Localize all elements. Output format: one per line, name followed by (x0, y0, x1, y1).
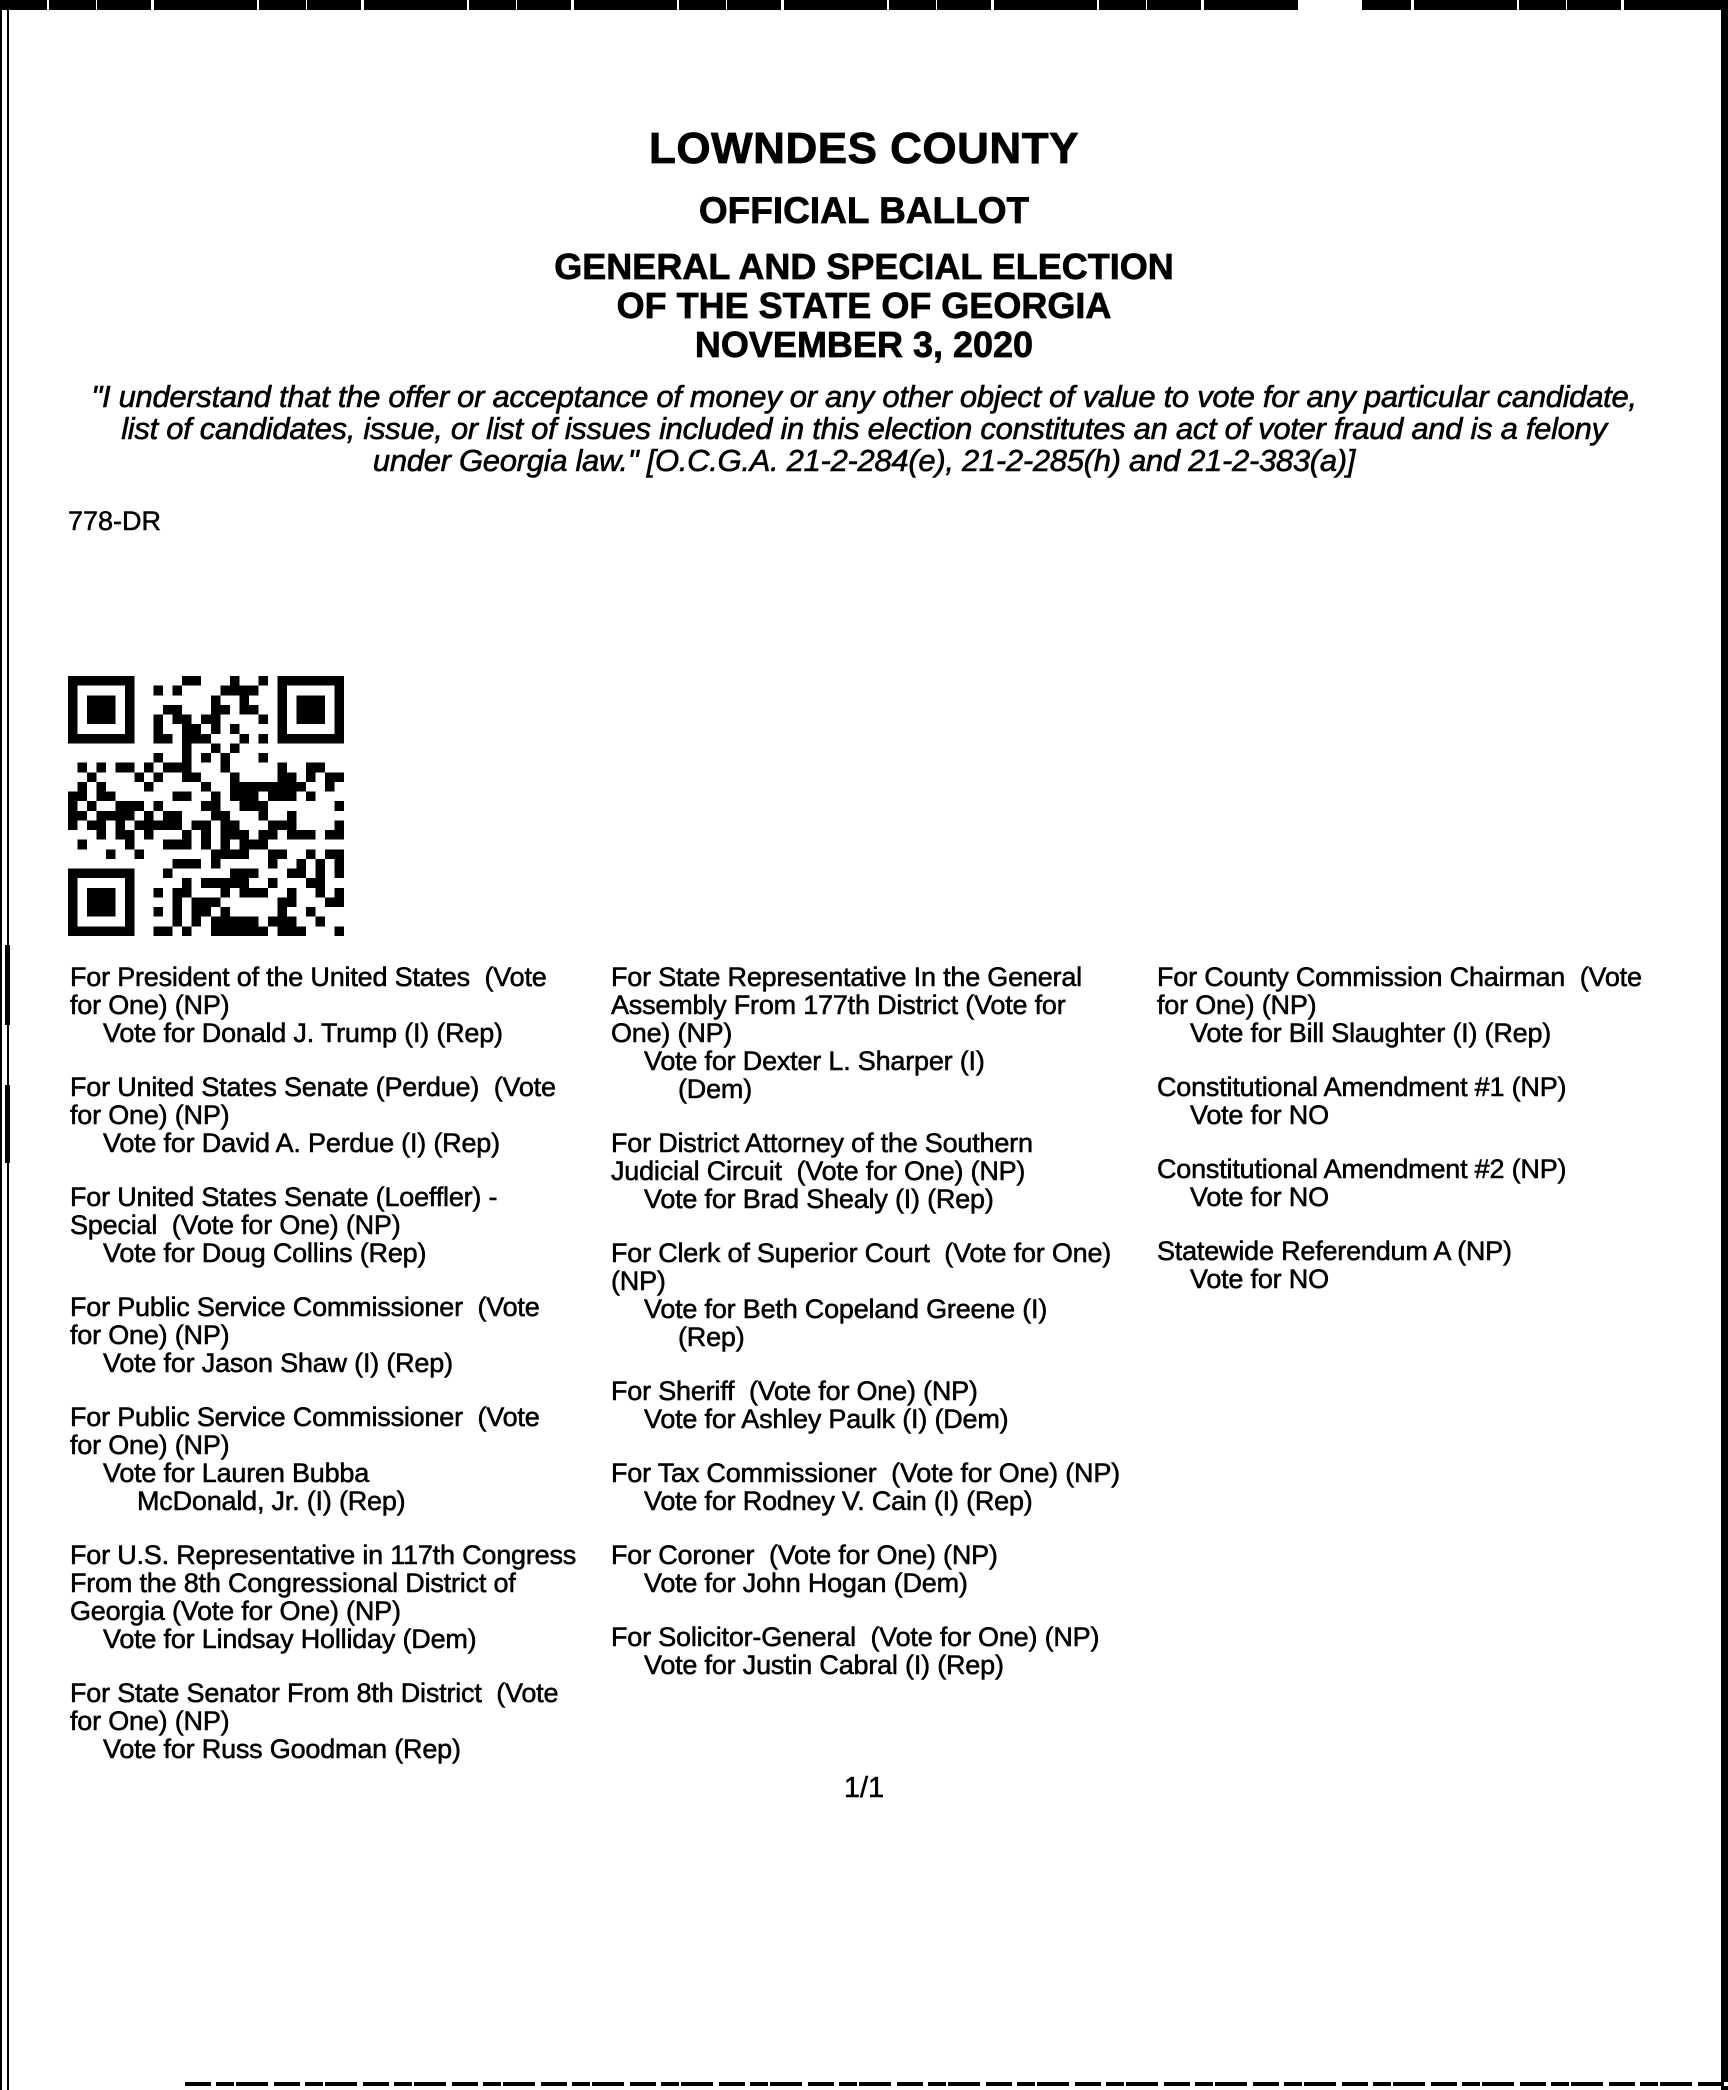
vote-selection-line: Vote for Lindsay Holliday (Dem) (103, 1624, 477, 1654)
scan-artifact-left-patch (5, 1085, 10, 1163)
vote-selection-line: (Dem) (678, 1074, 752, 1104)
vote-selection-line: Vote for Justin Cabral (I) (Rep) (644, 1650, 1004, 1680)
scan-artifact-top-gap (1298, 0, 1362, 10)
office-title-line: for One) (NP) (70, 1100, 230, 1130)
office-title-line: For United States Senate (Perdue) (Vote (70, 1072, 556, 1102)
county-title: LOWNDES COUNTY (649, 124, 1079, 173)
scan-artifact-top-band (0, 0, 1728, 10)
office-title-line: Georgia (Vote for One) (NP) (70, 1596, 401, 1626)
office-title-line: Constitutional Amendment #2 (NP) (1157, 1154, 1567, 1184)
vote-selection-line: Vote for Doug Collins (Rep) (103, 1238, 427, 1268)
contest-block (611, 1541, 1120, 1597)
vote-selection-line: Vote for NO (1190, 1182, 1329, 1212)
office-title-line: Special (Vote for One) (NP) (70, 1210, 401, 1240)
vote-selection-line: Vote for Ashley Paulk (I) (Dem) (644, 1404, 1009, 1434)
office-title-line: For Solicitor-General (Vote for One) (NP) (611, 1622, 1100, 1652)
contest-block (70, 1679, 576, 1763)
office-title-line: For State Representative In the General (611, 962, 1082, 992)
election-title-line3: NOVEMBER 3, 2020 (694, 324, 1034, 365)
office-title-line: Constitutional Amendment #1 (NP) (1157, 1072, 1567, 1102)
office-title-line: For Coroner (Vote for One) (NP) (611, 1540, 998, 1570)
election-title (0, 247, 1728, 364)
ballot-column-3 (1157, 963, 1642, 1319)
vote-selection-line: Vote for Bill Slaughter (I) (Rep) (1190, 1018, 1552, 1048)
contest-block (611, 1459, 1120, 1515)
contest-block (70, 1293, 576, 1377)
vote-selection-line: Vote for Dexter L. Sharper (I) (644, 1046, 985, 1076)
vote-selection-line: Vote for NO (1190, 1264, 1329, 1294)
disclaimer-line1: "I understand that the offer or acceptance of money or any other object of value to vote for any particular candidate, (91, 379, 1637, 414)
office-title-line: For U.S. Representative in 117th Congress (70, 1540, 577, 1570)
vote-selection-line: Vote for Brad Shealy (I) (Rep) (644, 1184, 994, 1214)
contest-block (70, 1541, 576, 1653)
vote-selection-line: McDonald, Jr. (I) (Rep) (137, 1486, 406, 1516)
vote-selection-line: Vote for Jason Shaw (I) (Rep) (103, 1348, 453, 1378)
office-title-line: for One) (NP) (70, 1706, 230, 1736)
office-title-line: Judicial Circuit (Vote for One) (NP) (611, 1156, 1026, 1186)
vote-selection-line: Vote for Rodney V. Cain (I) (Rep) (644, 1486, 1033, 1516)
contest-block (1157, 1237, 1642, 1293)
vote-selection-line: Vote for NO (1190, 1100, 1329, 1130)
ballot-style-code: 778-DR (68, 506, 162, 536)
office-title-line: For United States Senate (Loeffler) - (70, 1182, 498, 1212)
contest-block (1157, 1155, 1642, 1211)
office-title-line: From the 8th Congressional District of (70, 1568, 516, 1598)
contest-block (1157, 963, 1642, 1047)
office-title-line: One) (NP) (611, 1018, 733, 1048)
contest-block (611, 963, 1120, 1103)
office-title-line: For Public Service Commissioner (Vote (70, 1402, 540, 1432)
election-title-line1: GENERAL AND SPECIAL ELECTION (554, 246, 1174, 287)
disclaimer-line3: under Georgia law." [O.C.G.A. 21-2-284(e), 21-2-285(h) and 21-2-383(a)] (372, 443, 1356, 478)
office-title-line: For Public Service Commissioner (Vote (70, 1292, 540, 1322)
disclaimer-line2: list of candidates, issue, or list of issues included in this election constitutes an act of voter fraud and is a felony (121, 411, 1607, 446)
office-title-line: Assembly From 177th District (Vote for (611, 990, 1066, 1020)
ballot-type-title: OFFICIAL BALLOT (698, 190, 1030, 231)
office-title-line: For Sheriff (Vote for One) (NP) (611, 1376, 978, 1406)
office-title-line: for One) (NP) (70, 1320, 230, 1350)
contest-block (611, 1239, 1120, 1351)
office-title-line: for One) (NP) (70, 1430, 230, 1460)
office-title-line: For Tax Commissioner (Vote for One) (NP) (611, 1458, 1120, 1488)
contest-block (70, 1183, 576, 1267)
contest-block (70, 1073, 576, 1157)
contest-block (611, 1623, 1120, 1679)
office-title-line: for One) (NP) (1157, 990, 1317, 1020)
vote-selection-line: Vote for Lauren Bubba (103, 1458, 370, 1488)
office-title-line: For State Senator From 8th District (Vote (70, 1678, 559, 1708)
scan-artifact-bottom-dashes (185, 2082, 1728, 2086)
contest-block (611, 1377, 1120, 1433)
vote-selection-line: Vote for Donald J. Trump (I) (Rep) (103, 1018, 503, 1048)
vote-selection-line: Vote for David A. Perdue (I) (Rep) (103, 1128, 500, 1158)
ballot-column-2 (611, 963, 1120, 1705)
qr-code (68, 676, 344, 936)
vote-selection-line: Vote for Beth Copeland Greene (I) (644, 1294, 1048, 1324)
office-title-line: For District Attorney of the Southern (611, 1128, 1033, 1158)
office-title-line: For County Commission Chairman (Vote (1157, 962, 1642, 992)
office-title-line: For President of the United States (Vote (70, 962, 547, 992)
contest-block (1157, 1073, 1642, 1129)
contest-block (611, 1129, 1120, 1213)
election-title-line2: OF THE STATE OF GEORGIA (616, 285, 1112, 326)
page-number: 1/1 (843, 1772, 885, 1804)
vote-selection-line: Vote for John Hogan (Dem) (644, 1568, 968, 1598)
office-title-line: (NP) (611, 1266, 666, 1296)
vote-selection-line: Vote for Russ Goodman (Rep) (103, 1734, 461, 1764)
office-title-line: For Clerk of Superior Court (Vote for One) (611, 1238, 1112, 1268)
vote-selection-line: (Rep) (678, 1322, 745, 1352)
scan-artifact-left-patch (5, 945, 10, 1025)
voter-fraud-disclaimer (0, 381, 1728, 477)
contest-block (70, 1403, 576, 1515)
office-title-line: for One) (NP) (70, 990, 230, 1020)
office-title-line: Statewide Referendum A (NP) (1157, 1236, 1512, 1266)
contest-block (70, 963, 576, 1047)
qr-code-image (68, 676, 344, 936)
ballot-column-1 (70, 963, 576, 1789)
